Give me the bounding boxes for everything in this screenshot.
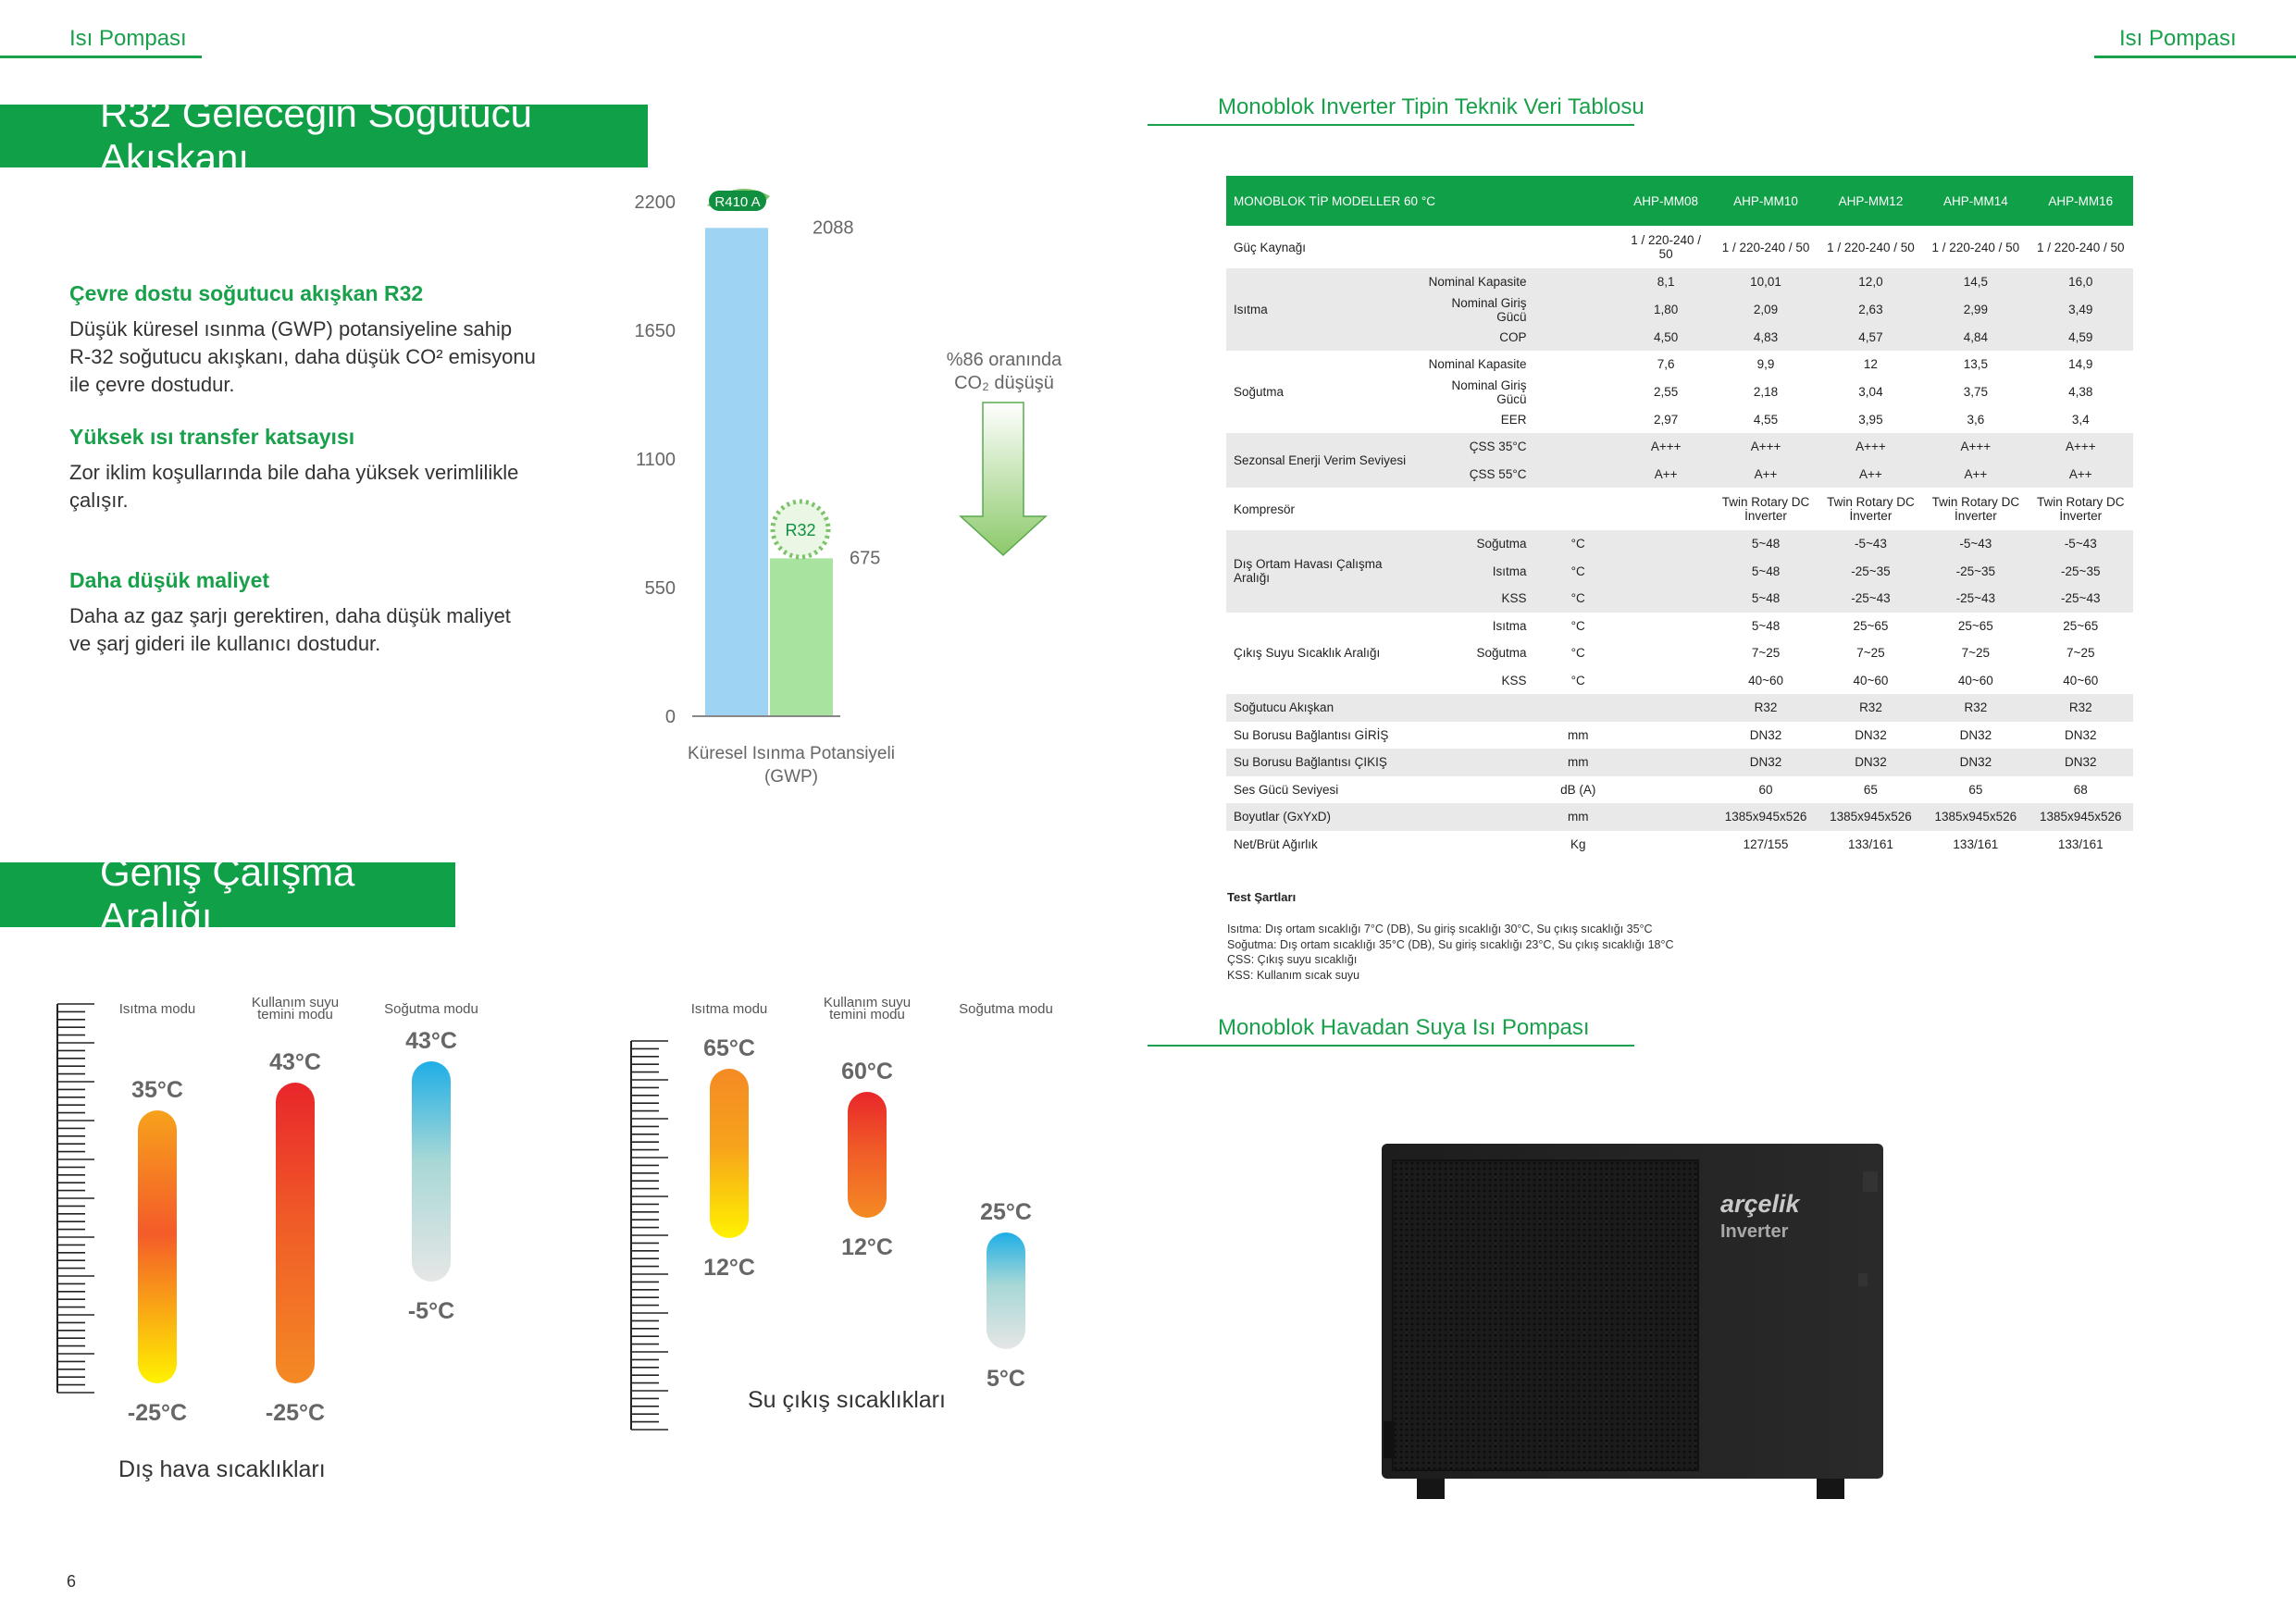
spec-value bbox=[1619, 749, 1713, 776]
feature-line: R-32 soğutucu akışkanı, daha düşük CO² emisyonu bbox=[69, 345, 536, 368]
spec-value: 5~48 bbox=[1713, 530, 1818, 558]
spec-value: 3,6 bbox=[1967, 412, 1985, 427]
min-temperature: -25°C bbox=[127, 1400, 188, 1426]
spec-value: -5~43 bbox=[1818, 530, 1923, 558]
test-condition-line: ÇSS: Çıkış suyu sıcaklığı bbox=[1227, 953, 1358, 966]
spec-value: 25~65 bbox=[1957, 618, 1993, 633]
spec-value bbox=[1619, 694, 1713, 722]
spec-value: R32 bbox=[2029, 694, 2133, 722]
mode-label: Isıtma modu bbox=[118, 1001, 196, 1017]
spec-unit: Kg bbox=[1570, 836, 1586, 851]
spec-value bbox=[1619, 488, 1713, 530]
spec-unit: mm bbox=[1537, 803, 1618, 831]
spec-group-label: Su Borusu Bağlantısı GİRİŞ bbox=[1234, 727, 1389, 742]
feature-eco bbox=[69, 281, 569, 425]
y-tick-label: 0 bbox=[664, 707, 676, 727]
spec-value: 10,01 bbox=[1713, 268, 1818, 296]
spec-value: A+++ bbox=[1818, 433, 1923, 461]
test-conditions bbox=[1227, 922, 1674, 983]
heat-pump-image bbox=[1382, 1144, 1883, 1477]
category-label: R410 A bbox=[714, 194, 761, 210]
spec-unit bbox=[1537, 378, 1618, 406]
spec-value: -25~43 bbox=[1818, 585, 1923, 613]
spec-value: 9,9 bbox=[1756, 357, 1775, 372]
spec-value: 7~25 bbox=[2066, 646, 2095, 661]
spec-value: 3,95 bbox=[1858, 412, 1883, 427]
spec-row bbox=[1226, 226, 2133, 268]
spec-value: 3,4 bbox=[2071, 412, 2090, 427]
spec-value: 40~60 bbox=[1957, 673, 1993, 688]
temperature-bar bbox=[412, 1061, 451, 1282]
temperature-bar bbox=[276, 1083, 315, 1383]
spec-value: 3,75 bbox=[1963, 385, 1988, 399]
co2-annotation: CO₂ düşüşü bbox=[954, 373, 1054, 393]
feature-line: çalışır. bbox=[69, 489, 129, 512]
spec-value: 1 / 220-240 / 50 bbox=[1827, 240, 1915, 254]
spec-sub-label bbox=[1418, 488, 1538, 530]
max-temperature: 60°C bbox=[841, 1059, 893, 1084]
spec-value: 7~25 bbox=[1961, 646, 1991, 661]
spec-value bbox=[1619, 803, 1713, 831]
test-condition-line: Isıtma: Dış ortam sıcaklığı 7°C (DB), Su giriş sıcaklığı 30°C, Su çıkış sıcaklığı 35°C bbox=[1227, 923, 1653, 935]
spec-value: A++ bbox=[1619, 461, 1713, 489]
spec-value bbox=[1619, 558, 1713, 586]
spec-row bbox=[1226, 722, 2133, 750]
spec-value: 13,5 bbox=[1963, 357, 1988, 372]
spec-value: 1 / 220-240 / 50 bbox=[1721, 240, 1810, 254]
spec-value: A+++ bbox=[1713, 433, 1818, 461]
spec-value: 7,6 bbox=[1657, 357, 1675, 372]
spec-value bbox=[1619, 639, 1713, 667]
spec-group-label: Çıkış Suyu Sıcaklık Aralığı bbox=[1234, 646, 1381, 661]
spec-unit bbox=[1537, 406, 1618, 434]
spec-value: DN32 bbox=[1959, 727, 1992, 742]
mode-label: temini modu bbox=[257, 1007, 333, 1022]
spec-value: 1 / 220-240 / 50 bbox=[1631, 233, 1702, 261]
spec-value: 1 / 220-240 / 50 bbox=[1931, 240, 2020, 254]
bar-r32 bbox=[770, 558, 833, 716]
spec-group-label: Dış Ortam Havası Çalışma Aralığı bbox=[1226, 530, 1418, 613]
right-header-title: Isı Pompası bbox=[2119, 26, 2237, 51]
feature-text bbox=[69, 602, 569, 658]
spec-sub-label: EER bbox=[1500, 412, 1527, 427]
spec-unit bbox=[1537, 226, 1618, 268]
spec-unit bbox=[1537, 296, 1618, 324]
spec-value: R32 bbox=[1923, 694, 2028, 722]
spec-value: 2,18 bbox=[1753, 385, 1779, 399]
product-section-underline bbox=[1148, 1045, 1634, 1047]
spec-sub-label: Isıtma bbox=[1418, 558, 1538, 586]
spec-sub-label: Nominal Giriş Gücü bbox=[1451, 378, 1527, 406]
spec-unit: °C bbox=[1537, 558, 1618, 586]
spec-value: 2,55 bbox=[1654, 385, 1679, 399]
spec-value: 2,99 bbox=[1923, 296, 2028, 324]
spec-value: 2,97 bbox=[1654, 412, 1679, 427]
spec-header-model: AHP-MM16 bbox=[2029, 176, 2133, 226]
spec-row bbox=[1226, 776, 2133, 804]
min-temperature: 5°C bbox=[987, 1366, 1025, 1392]
spec-value: 68 bbox=[2073, 782, 2088, 797]
spec-value: 3,04 bbox=[1858, 385, 1883, 399]
spec-unit bbox=[1537, 694, 1618, 722]
spec-row bbox=[1226, 488, 2133, 530]
spec-value: -25~35 bbox=[1818, 558, 1923, 586]
y-tick-label: 1650 bbox=[634, 321, 676, 341]
spec-value: A++ bbox=[1713, 461, 1818, 489]
spec-value: 16,0 bbox=[2029, 268, 2133, 296]
spec-value bbox=[1619, 613, 1713, 640]
min-temperature: 12°C bbox=[841, 1234, 893, 1260]
spec-sub-label: ÇSS 55°C bbox=[1418, 461, 1538, 489]
spec-value: A+++ bbox=[1923, 433, 2028, 461]
spec-row bbox=[1226, 749, 2133, 776]
spec-sub-label: Isıtma bbox=[1492, 618, 1527, 633]
spec-header-model: AHP-MM10 bbox=[1713, 176, 1818, 226]
spec-value: DN32 bbox=[1818, 749, 1923, 776]
spec-sub-label: Nominal Giriş Gücü bbox=[1418, 296, 1538, 324]
mode-label: Kullanım suyu bbox=[823, 995, 912, 1010]
spec-value: R32 bbox=[1713, 694, 1818, 722]
spec-unit: dB (A) bbox=[1560, 782, 1596, 797]
feature-line: Düşük küresel ısınma (GWP) potansiyeline sahip bbox=[69, 317, 513, 341]
spec-value bbox=[1619, 831, 1713, 859]
spec-value: DN32 bbox=[1713, 749, 1818, 776]
spec-value: 40~60 bbox=[1748, 673, 1784, 688]
spec-value: 14,9 bbox=[2068, 357, 2093, 372]
spec-value: 4,38 bbox=[2068, 385, 2093, 399]
feature-title: Daha düşük maliyet bbox=[69, 568, 270, 592]
spec-value: Twin Rotary DC İnverter bbox=[1931, 495, 2020, 523]
min-temperature: -25°C bbox=[265, 1400, 326, 1426]
spec-sub-label: COP bbox=[1418, 324, 1538, 352]
y-tick-label: 1100 bbox=[635, 450, 676, 470]
test-conditions-title: Test Şartları bbox=[1227, 890, 1297, 904]
spec-value: -25~43 bbox=[1923, 585, 2028, 613]
spec-group-label: Soğutma bbox=[1234, 385, 1285, 399]
spec-value: -25~35 bbox=[1923, 558, 2028, 586]
spec-header-model: AHP-MM14 bbox=[1923, 176, 2028, 226]
spec-row bbox=[1226, 803, 2133, 831]
feature-line: Daha az gaz şarjı gerektiren, daha düşük maliyet bbox=[69, 604, 511, 627]
r32-banner bbox=[0, 92, 648, 180]
spec-unit bbox=[1537, 351, 1618, 378]
spec-section-underline bbox=[1148, 124, 1634, 126]
spec-value bbox=[1619, 667, 1713, 695]
spec-value: Twin Rotary DC İnverter bbox=[1827, 495, 1915, 523]
water-temperature-ranges bbox=[611, 990, 1129, 1453]
spec-value: 133/161 bbox=[1848, 836, 1893, 851]
r32-banner-title: R32 Geleceğin Soğutucu Akışkanı bbox=[100, 92, 532, 180]
spec-value: 5~48 bbox=[1751, 618, 1781, 633]
spec-value: 12 bbox=[1863, 357, 1878, 372]
spec-group-label: Soğutucu Akışkan bbox=[1226, 694, 1418, 722]
spec-sub-label: Soğutma bbox=[1476, 646, 1527, 661]
test-condition-line: KSS: Kullanım sıcak suyu bbox=[1227, 968, 1360, 982]
spec-unit: mm bbox=[1567, 727, 1589, 742]
spec-value: 133/161 bbox=[2057, 836, 2104, 851]
spec-value: 5~48 bbox=[1713, 585, 1818, 613]
feature-text bbox=[69, 316, 569, 399]
spec-sub-label: KSS bbox=[1418, 585, 1538, 613]
spec-unit bbox=[1537, 268, 1618, 296]
spec-row bbox=[1226, 351, 2133, 378]
temperature-bar bbox=[987, 1233, 1025, 1349]
feature-heat-transfer bbox=[69, 425, 569, 568]
spec-value: 3,49 bbox=[2029, 296, 2133, 324]
spec-group-label: Isıtma bbox=[1226, 268, 1418, 351]
spec-value bbox=[1619, 722, 1713, 750]
spec-value: 2,09 bbox=[1713, 296, 1818, 324]
spec-value: -25~43 bbox=[2029, 585, 2133, 613]
max-temperature: 43°C bbox=[405, 1028, 457, 1054]
spec-value: 4,83 bbox=[1713, 324, 1818, 352]
feature-line: ve şarj gideri ile kullanıcı dostudur. bbox=[69, 632, 381, 655]
spec-group-label: Güç Kaynağı bbox=[1234, 240, 1307, 254]
spec-value: 1385x945x526 bbox=[1713, 803, 1818, 831]
spec-sub-label: Soğutma bbox=[1418, 530, 1538, 558]
spec-value: A++ bbox=[1923, 461, 2028, 489]
spec-value: 65 bbox=[1863, 782, 1878, 797]
x-axis-label: Küresel Isınma Potansiyeli bbox=[688, 744, 895, 763]
product-section-title: Monoblok Havadan Suya Isı Pompası bbox=[1218, 1015, 1590, 1040]
mode-label: Soğutma modu bbox=[384, 1001, 478, 1017]
right-header-underline bbox=[2094, 56, 2296, 58]
spec-header-model: AHP-MM08 bbox=[1619, 176, 1713, 226]
spec-value: 1385x945x526 bbox=[1818, 803, 1923, 831]
spec-value: DN32 bbox=[1923, 749, 2028, 776]
spec-value bbox=[1619, 530, 1713, 558]
spec-value: A+++ bbox=[1619, 433, 1713, 461]
spec-value bbox=[1619, 585, 1713, 613]
spec-sub-label bbox=[1418, 803, 1538, 831]
feature-low-cost bbox=[69, 568, 569, 658]
test-condition-line: Soğutma: Dış ortam sıcaklığı 35°C (DB), Su giriş sıcaklığı 23°C, Su çıkış sıcaklığı 18°C bbox=[1227, 937, 1674, 951]
spec-group-label: Sezonsal Enerji Verim Seviyesi bbox=[1226, 433, 1418, 488]
spec-value: 12,0 bbox=[1818, 268, 1923, 296]
spec-value: 4,57 bbox=[1818, 324, 1923, 352]
spec-value: 4,50 bbox=[1619, 324, 1713, 352]
spec-value: DN32 bbox=[2029, 749, 2133, 776]
spec-sub-label: Nominal Kapasite bbox=[1428, 357, 1527, 372]
spec-row bbox=[1226, 694, 2133, 722]
spec-row bbox=[1226, 831, 2133, 859]
spec-sub-label bbox=[1418, 722, 1538, 750]
spec-value: A++ bbox=[1818, 461, 1923, 489]
spec-value: 40~60 bbox=[2063, 673, 2099, 688]
down-arrow-icon bbox=[961, 403, 1046, 555]
spec-group-label: Kompresör bbox=[1234, 502, 1296, 516]
temperature-bar bbox=[710, 1069, 749, 1238]
spec-value: Twin Rotary DC İnverter bbox=[1721, 495, 1810, 523]
inverter-label: Inverter bbox=[1720, 1221, 1789, 1242]
spec-value: 65 bbox=[1968, 782, 1983, 797]
spec-unit bbox=[1537, 461, 1618, 489]
spec-value: 1385x945x526 bbox=[1923, 803, 2028, 831]
temperature-bar bbox=[138, 1110, 177, 1383]
spec-value: DN32 bbox=[1749, 727, 1782, 742]
y-tick-label: 550 bbox=[644, 578, 676, 599]
feature-title: Çevre dostu soğutucu akışkan R32 bbox=[69, 281, 424, 305]
spec-header-models: MONOBLOK TİP MODELLER 60 °C bbox=[1226, 176, 1537, 226]
spec-unit bbox=[1537, 324, 1618, 352]
spec-unit: °C bbox=[1570, 618, 1585, 633]
spec-value: 7~25 bbox=[1751, 646, 1781, 661]
outdoor-temperature-ranges bbox=[37, 990, 555, 1508]
spec-value: DN32 bbox=[2065, 727, 2097, 742]
min-temperature: -5°C bbox=[407, 1298, 455, 1324]
gwp-bar-chart bbox=[611, 176, 1129, 805]
spec-value: A++ bbox=[2029, 461, 2133, 489]
spec-sub-label bbox=[1418, 776, 1538, 804]
spec-value: 127/155 bbox=[1743, 836, 1789, 851]
feature-line: Zor iklim koşullarında bile daha yüksek verimlilikle bbox=[69, 461, 519, 484]
spec-group-label: Ses Gücü Seviyesi bbox=[1234, 782, 1339, 797]
spec-value: 25~65 bbox=[2063, 618, 2099, 633]
outdoor-caption: Dış hava sıcaklıkları bbox=[118, 1456, 326, 1482]
spec-value: R32 bbox=[1818, 694, 1923, 722]
left-header-underline bbox=[0, 56, 202, 58]
range-banner-title: Geniş Çalışma Aralığı bbox=[100, 850, 355, 938]
min-temperature: 12°C bbox=[703, 1255, 755, 1281]
x-axis-label: (GWP) bbox=[763, 767, 819, 787]
spec-unit bbox=[1537, 433, 1618, 461]
spec-value: 14,5 bbox=[1923, 268, 2028, 296]
brand-logo: arçelik bbox=[1720, 1190, 1800, 1218]
spec-unit: mm bbox=[1537, 749, 1618, 776]
spec-value: 60 bbox=[1758, 782, 1773, 797]
spec-value: 1385x945x526 bbox=[2029, 803, 2133, 831]
spec-sub-label bbox=[1418, 749, 1538, 776]
spec-value bbox=[1619, 776, 1713, 804]
spec-table bbox=[1226, 176, 2133, 858]
spec-value: A+++ bbox=[2029, 433, 2133, 461]
co2-annotation: %86 oranında bbox=[946, 350, 1062, 370]
bar-r410-a bbox=[705, 228, 768, 716]
spec-unit: °C bbox=[1537, 530, 1618, 558]
spec-header-unit bbox=[1537, 176, 1618, 226]
spec-row bbox=[1226, 268, 2133, 296]
r32-features bbox=[69, 281, 569, 658]
spec-unit: °C bbox=[1537, 585, 1618, 613]
category-label: R32 bbox=[785, 521, 816, 539]
y-tick-label: 2200 bbox=[634, 192, 676, 213]
temperature-bar bbox=[848, 1092, 887, 1218]
spec-value: 8,1 bbox=[1619, 268, 1713, 296]
spec-sub-label: ÇSS 35°C bbox=[1418, 433, 1538, 461]
spec-value: Twin Rotary DC İnverter bbox=[2037, 495, 2125, 523]
spec-value: 2,63 bbox=[1818, 296, 1923, 324]
spec-unit bbox=[1537, 488, 1618, 530]
mode-label: temini modu bbox=[829, 1007, 905, 1022]
spec-value: 4,59 bbox=[2029, 324, 2133, 352]
spec-header-model: AHP-MM12 bbox=[1818, 176, 1923, 226]
spec-unit: °C bbox=[1570, 646, 1585, 661]
water-caption: Su çıkış sıcaklıkları bbox=[748, 1387, 946, 1413]
spec-value: DN32 bbox=[1855, 727, 1887, 742]
spec-row bbox=[1226, 530, 2133, 558]
feature-line: ile çevre dostudur. bbox=[69, 373, 235, 396]
spec-row bbox=[1226, 613, 2133, 640]
data-label: 675 bbox=[850, 548, 881, 569]
spec-value: 25~65 bbox=[1853, 618, 1889, 633]
spec-value: 5~48 bbox=[1713, 558, 1818, 586]
spec-unit: °C bbox=[1570, 673, 1585, 688]
spec-value: -25~35 bbox=[2029, 558, 2133, 586]
spec-row bbox=[1226, 433, 2133, 461]
spec-value: 1,80 bbox=[1619, 296, 1713, 324]
max-temperature: 25°C bbox=[980, 1199, 1032, 1225]
spec-group-label: Su Borusu Bağlantısı ÇIKIŞ bbox=[1226, 749, 1418, 776]
spec-value: 4,84 bbox=[1923, 324, 2028, 352]
mode-label: Soğutma modu bbox=[959, 1001, 1053, 1017]
max-temperature: 43°C bbox=[269, 1049, 321, 1075]
max-temperature: 65°C bbox=[703, 1035, 755, 1061]
mode-label: Kullanım suyu bbox=[251, 995, 340, 1010]
feature-title: Yüksek ısı transfer katsayısı bbox=[69, 425, 355, 449]
spec-value: 133/161 bbox=[1953, 836, 1999, 851]
spec-section-title: Monoblok Inverter Tipin Teknik Veri Tablosu bbox=[1218, 94, 1644, 119]
spec-value: -5~43 bbox=[1923, 530, 2028, 558]
spec-value: 4,55 bbox=[1753, 412, 1779, 427]
spec-value: 1 / 220-240 / 50 bbox=[2036, 240, 2125, 254]
spec-value: 7~25 bbox=[1856, 646, 1885, 661]
data-label: 2088 bbox=[813, 217, 854, 239]
mode-label: Isıtma modu bbox=[690, 1001, 768, 1017]
spec-sub-label bbox=[1418, 831, 1538, 859]
spec-sub-label: KSS bbox=[1501, 673, 1527, 688]
spec-group-label: Boyutlar (GxYxD) bbox=[1226, 803, 1418, 831]
spec-header-row bbox=[1226, 176, 2133, 226]
spec-sub-label bbox=[1418, 226, 1538, 268]
page-number: 6 bbox=[67, 1572, 77, 1591]
spec-sub-label bbox=[1418, 694, 1538, 722]
max-temperature: 35°C bbox=[131, 1077, 183, 1103]
spec-value: -5~43 bbox=[2029, 530, 2133, 558]
range-banner bbox=[0, 850, 455, 938]
spec-group-label: Net/Brüt Ağırlık bbox=[1234, 836, 1318, 851]
spec-value: 40~60 bbox=[1853, 673, 1889, 688]
spec-sub-label: Nominal Kapasite bbox=[1418, 268, 1538, 296]
left-header-title: Isı Pompası bbox=[69, 26, 187, 51]
feature-text bbox=[69, 459, 569, 514]
